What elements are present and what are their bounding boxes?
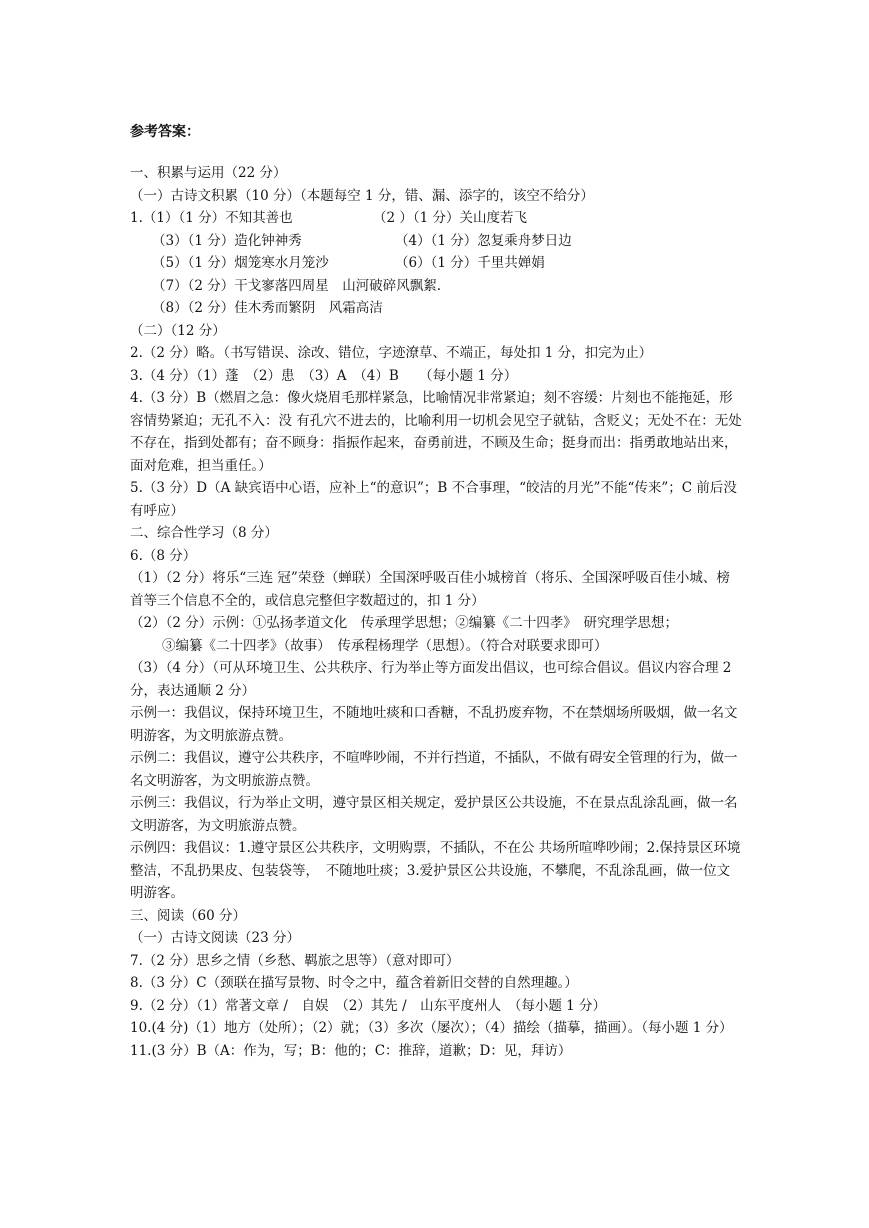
page-title: 参考答案： bbox=[130, 124, 200, 140]
example-paragraph: 示例四：我倡议：1.遵守景区公共秩序，文明购票，不插队，不在公 共场所喧哗吵闹；2.保持景区环境整洁，不乱扔果皮、包装袋等， 不随地吐痰；3.爱护景区公共设施，不攀爬，不乱涂乱画，做一位文明游客。 bbox=[130, 840, 741, 901]
answer-row bbox=[130, 207, 742, 230]
answer-item: （2）（2 分）示例：①弘扬孝道文化 传承理学思想；②编纂《二十四孝》 研究理学思想； bbox=[130, 615, 678, 631]
answer-item: （8）（2 分）佳木秀而繁阴 风霜高洁 bbox=[152, 300, 383, 316]
example-paragraph: 示例二：我倡议，遵守公共秩序，不喧哗吵闹，不并行挡道，不插队，不做有碍安全管理的行为，做一名文明游客，为文明旅游点赞。 bbox=[130, 750, 738, 789]
answer-item: 7.（2 分）思乡之情（乡愁、羁旅之思等）（意对即可） bbox=[130, 952, 460, 969]
answer-item: 2.（2 分）略。（书写错误、涂改、错位，字迹潦草、不端正，每处扣 1 分，扣完为止） bbox=[130, 345, 653, 361]
answer-item: （3）（4 分）（可从环境卫生、公共秩序、行为举止等方面发出倡议，也可综合倡议。倡议内容合理 2 分，表达通顺 2 分） bbox=[130, 660, 732, 699]
section-heading: 一、积累与运用（22 分） bbox=[130, 165, 287, 181]
answer-item: 10.(4 分)（1）地方（处所）；（2）就；（3）多次（屡次）；（4）描绘（描摹，描画）。（每小题 1 分） bbox=[130, 1020, 733, 1036]
answer-item: （3）（1 分）造化钟神秀 bbox=[152, 232, 302, 249]
section-heading: 三、阅读（60 分） bbox=[130, 907, 246, 924]
answer-item: （4）（1 分）忽复乘舟梦日边 bbox=[395, 232, 572, 249]
example-paragraph: 示例一：我倡议，保持环境卫生，不随地吐痰和口香糖，不乱扔废弃物，不在禁烟场所吸烟，做一名文明游客，为文明旅游点赞。 bbox=[130, 705, 738, 744]
answer-item: （5）（1 分）烟笼寒水月笼沙 bbox=[152, 255, 329, 271]
answer-item: （2 ）（1 分）关山度若飞 bbox=[373, 210, 528, 226]
answer-item: 4.（3 分）B（燃眉之急：像火烧眉毛那样紧急，比喻情况非常紧迫；刻不容缓：片刻也不能拖延，形容情势紧迫；无孔不入：没 有孔穴不进去的，比喻利用一切机会见空子就钻，含贬义；无处不在：无处不存在，指到处都有；奋不顾身：指振作起来，奋勇前进，不顾及生命；挺身而出：指勇敢地站出来，面对危难，担当重任。） bbox=[130, 390, 742, 474]
answer-item: 6.（8 分） bbox=[130, 547, 197, 564]
example-paragraph: 示例三：我倡议，行为举止文明，遵守景区相关规定，爱护景区公共设施，不在景点乱涂乱画，做一名文明游客，为文明旅游点赞。 bbox=[130, 795, 738, 834]
answer-item: 11.(3 分）B（A：作为，写；B：他的；C：推辞，道歉；D：见，拜访） bbox=[130, 1042, 572, 1059]
answer-row bbox=[130, 230, 742, 253]
subsection-heading: （一）古诗文积累（10 分）（本题每空 1 分，错、漏、添字的，该空不给分） bbox=[130, 187, 594, 204]
answer-item: 1.（1）（1 分）不知其善也 bbox=[130, 210, 293, 226]
subsection-heading: （一）古诗文阅读（23 分） bbox=[130, 930, 300, 946]
answer-item: 9.（2 分）（1）常著文章 / 自娱 （2）其先 / 山东平度州人 （每小题 1 分） bbox=[130, 997, 607, 1014]
section-heading: 二、综合性学习（8 分） bbox=[130, 525, 278, 541]
answer-row bbox=[130, 252, 742, 275]
subsection-heading: （二）（12 分） bbox=[130, 322, 226, 339]
answer-item: （1）（2 分）将乐“三连 冠”荣登（蝉联）全国深呼吸百佳小城榜首（将乐、全国深呼吸百佳小城、榜首等三个信息不全的，或信息完整但字数超过的，扣 1 分） bbox=[130, 570, 730, 609]
answer-document bbox=[130, 122, 742, 1062]
answer-item: 8.（3 分）C（颈联在描写景物、时令之中，蕴含着新旧交替的自然理趣。） bbox=[130, 975, 578, 991]
answer-item: ③编纂《二十四孝》（故事） 传承程杨理学（思想）。（符合对联要求即可） bbox=[162, 637, 608, 654]
answer-item: 3.（4 分）（1）蓬 （2）患 （3）A （4）B （每小题 1 分） bbox=[130, 367, 518, 384]
answer-item: 5.（3 分）D（A 缺宾语中心语，应补上“的意识”；B 不合事理，“皎洁的月光”不能“传来”；C 前后没有呼应） bbox=[130, 480, 737, 519]
answer-item: （7）（2 分）干戈寥落四周星 山河破碎风飘絮. bbox=[152, 277, 442, 294]
answer-item: （6）（1 分）千里共婵娟 bbox=[395, 255, 545, 271]
